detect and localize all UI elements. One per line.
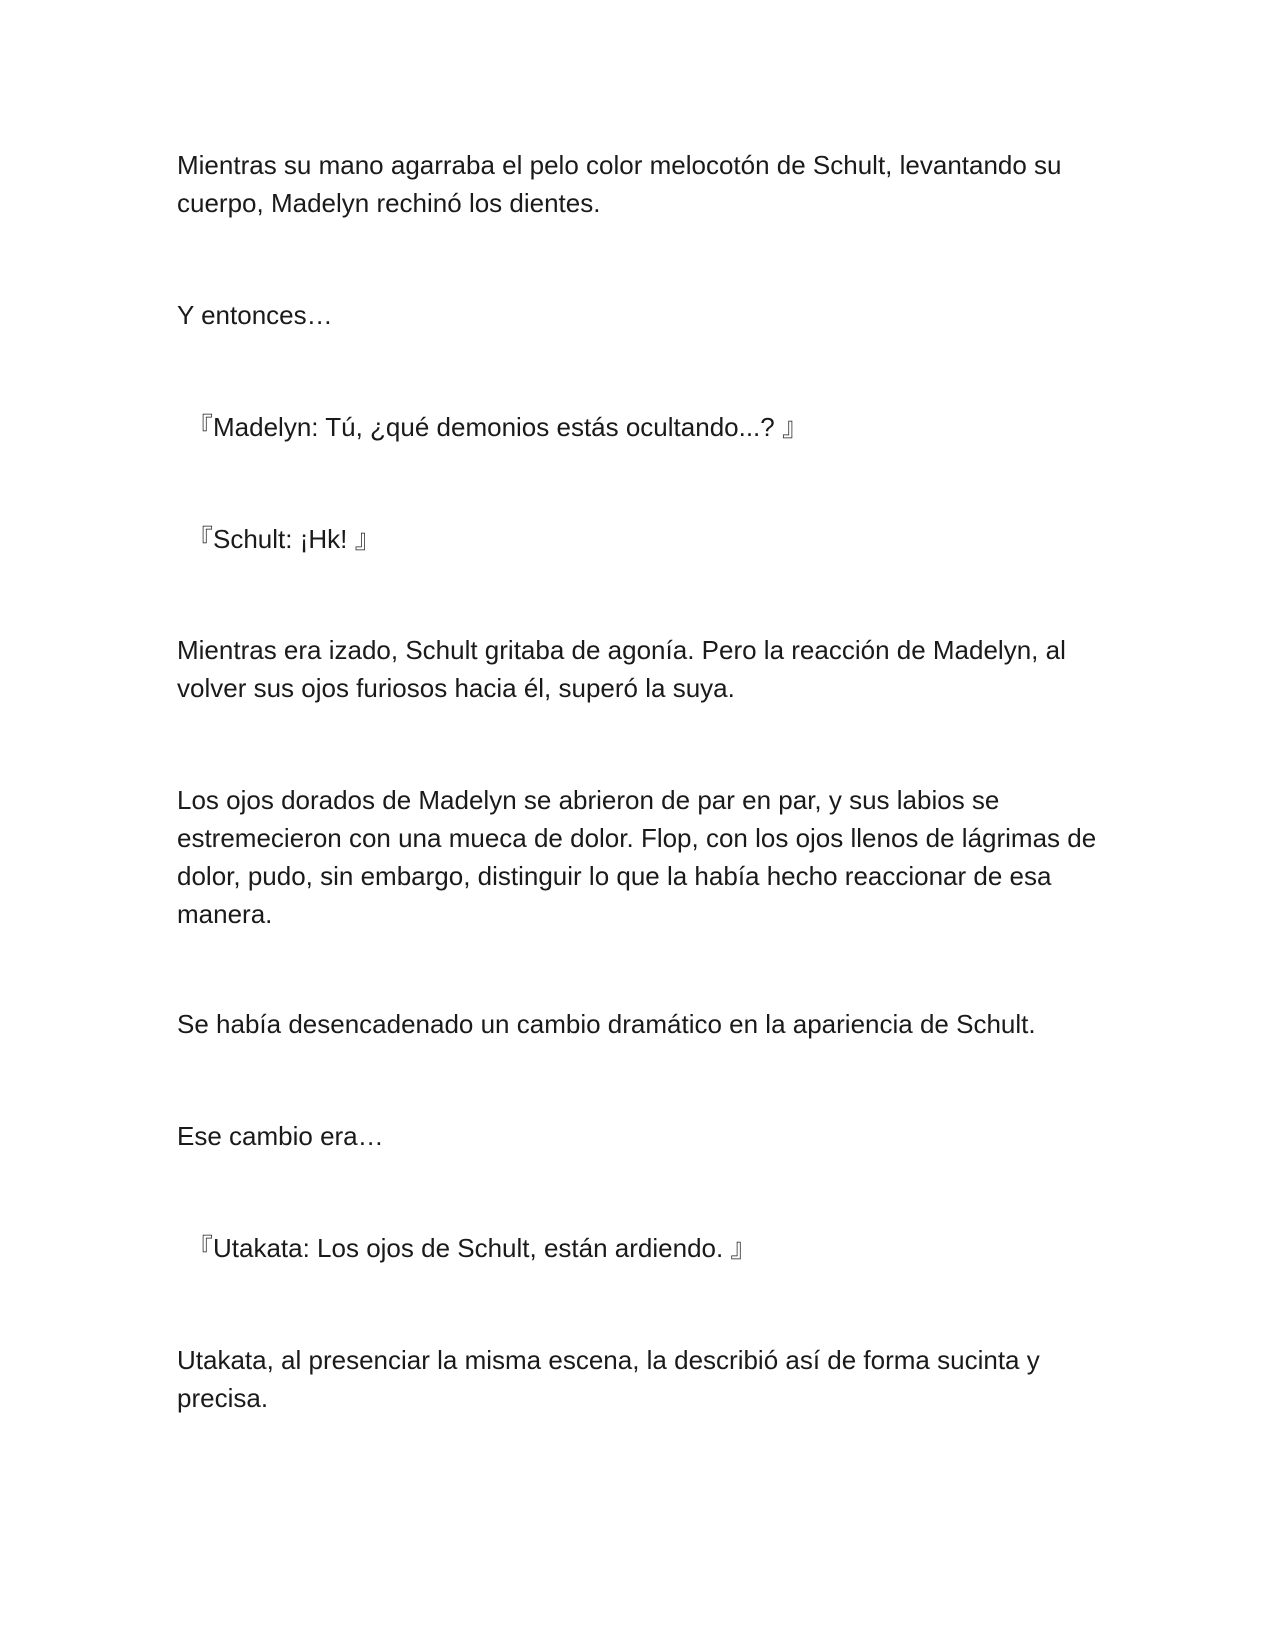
dialogue-utakata: 『Utakata: Los ojos de Schult, están ardiendo. 』 — [187, 1233, 757, 1263]
paragraph-6: Ese cambio era… — [177, 1121, 384, 1151]
paragraph-7: Utakata, al presenciar la misma escena, la describió así de forma sucinta y precisa. — [177, 1345, 1040, 1413]
dialogue-schult: 『Schult: ¡Hk! 』 — [187, 524, 381, 554]
paragraph-3: Mientras era izado, Schult gritaba de agonía. Pero la reacción de Madelyn, al volver sus ojos furiosos hacia él, superó la suya. — [177, 635, 1066, 703]
paragraph-5: Se había desencadenado un cambio dramático en la apariencia de Schult. — [177, 1009, 1036, 1039]
paragraph-2: Y entonces… — [177, 300, 333, 330]
paragraph-4: Los ojos dorados de Madelyn se abrieron de par en par, y sus labios se estremecieron con una mueca de dolor. Flop, con los ojos llenos de lágrimas de dolor, pudo, sin embargo, distinguir lo que la había hecho reaccionar de esa manera. — [177, 785, 1097, 929]
paragraph-1: Mientras su mano agarraba el pelo color melocotón de Schult, levantando su cuerpo, Madelyn rechinó los dientes. — [177, 150, 1062, 218]
dialogue-madelyn: 『Madelyn: Tú, ¿qué demonios estás ocultando...? 』 — [187, 412, 808, 442]
